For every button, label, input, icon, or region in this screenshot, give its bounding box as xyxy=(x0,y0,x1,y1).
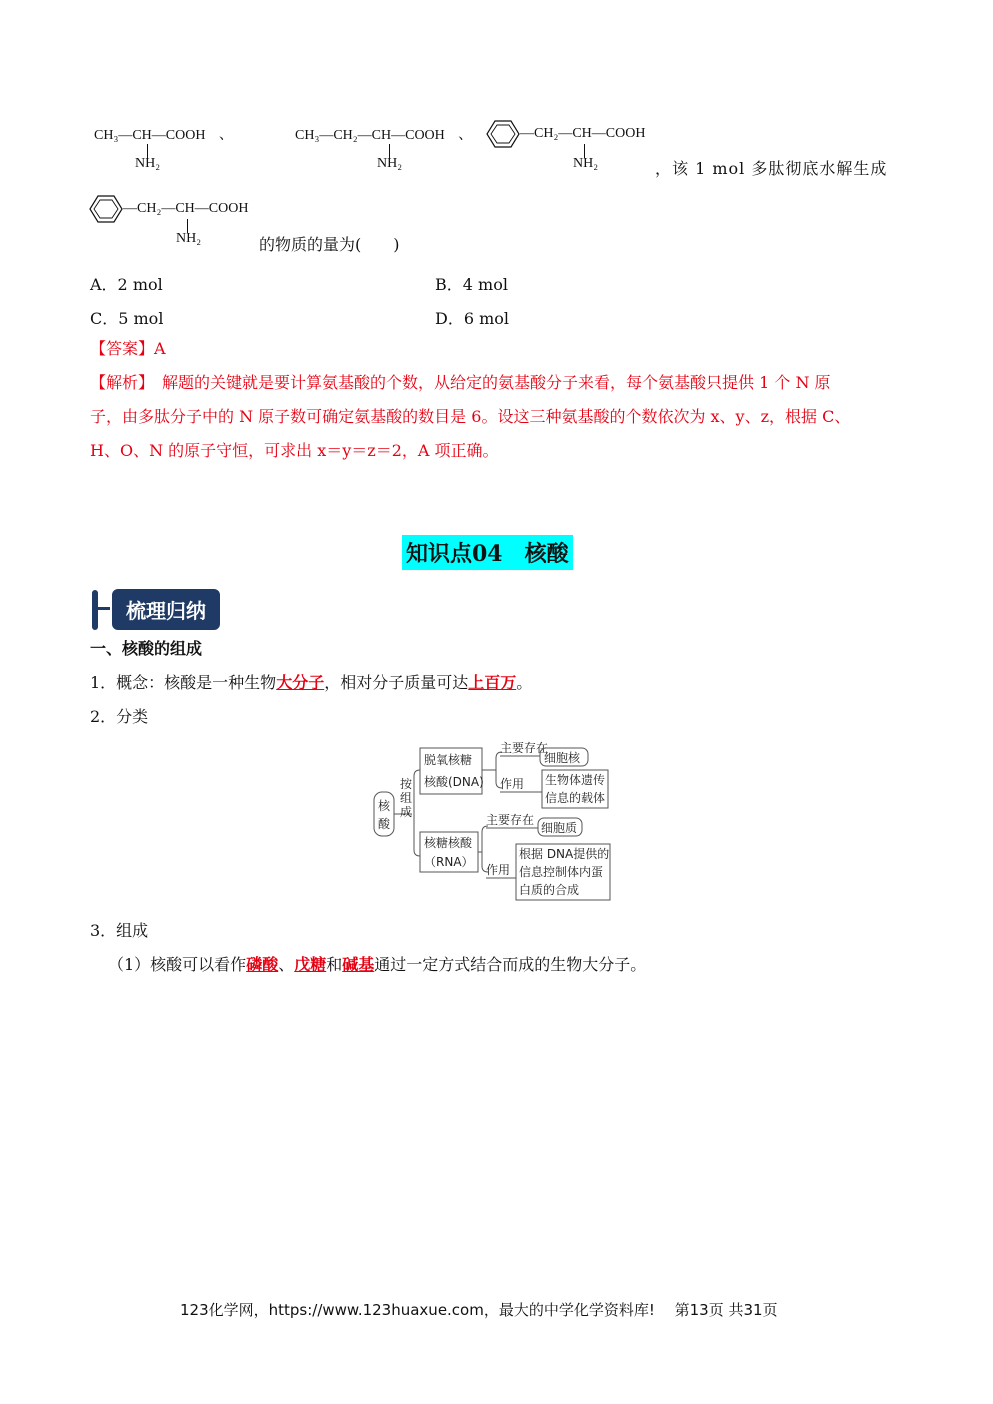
analysis-label: 【解析】 xyxy=(90,373,147,392)
section-badge: 梳理归纳 xyxy=(112,589,220,630)
page-footer: 123化学网，https://www.123huaxue.com，最大的中学化学资料库! 第13页 共31页 xyxy=(180,1301,778,1319)
item-concept xyxy=(90,666,532,700)
diagram-branch-1: 按 xyxy=(400,777,413,791)
option-c: C．5 mol xyxy=(90,309,164,328)
diagram-rna-role-3: 白质的合成 xyxy=(519,883,580,897)
question-line1: ，该 1 mol 多肽彻底水解生成 xyxy=(655,159,888,178)
diagram-rna-role-label: 作用 xyxy=(486,863,511,877)
structure-sub: NH₂ xyxy=(135,156,161,171)
separator: 、 xyxy=(218,128,233,143)
answer-line xyxy=(90,332,166,366)
structure-aminobutyric xyxy=(295,124,472,144)
item-composition: 3．组成 xyxy=(90,921,149,940)
structure-sub: NH₂ xyxy=(573,156,599,171)
nucleic-acid-classification-diagram xyxy=(370,740,615,904)
analysis-line2: 子，由多肽分子中的 N 原子数可确定氨基酸的数目是 6。设这三种氨基酸的个数依次为 x、y、z，根据 C、 xyxy=(90,407,851,426)
diagram-dna-1: 脱氧核糖 xyxy=(424,753,473,767)
option-a: A．2 mol xyxy=(90,275,163,294)
heading-composition: 一、核酸的组成 xyxy=(90,639,203,658)
analysis-line3: H、O、N 的原子守恒，可求出 x＝y＝z＝2，A 项正确。 xyxy=(90,441,499,460)
diagram-rna-exist-label: 主要存在 xyxy=(486,813,535,827)
item-classification: 2．分类 xyxy=(90,707,149,726)
item-concept-prefix: 1．概念：核酸是一种生物 xyxy=(90,673,277,692)
structure-phenylalanine-b: —CH₂—CH—COOH xyxy=(123,201,249,216)
badge-accent xyxy=(92,590,98,630)
structure-main: CH₃—CH—COOH xyxy=(94,128,206,143)
diagram-branch-3: 成 xyxy=(400,805,413,819)
diagram-rna-role-1: 根据 DNA提供的 xyxy=(519,847,610,861)
item-concept-end: 。 xyxy=(516,673,533,692)
diagram-dna-exist-value: 细胞核 xyxy=(544,751,581,765)
blank-pentose: 戊糖 xyxy=(294,955,327,974)
item-composition-1 xyxy=(108,948,646,982)
question-line2: 的物质的量为( ) xyxy=(259,235,400,254)
blank-phosphate: 磷酸 xyxy=(246,955,279,974)
diagram-root-2: 酸 xyxy=(378,817,391,831)
blank-macromolecule: 大分子 xyxy=(276,673,325,692)
diagram-rna-exist-value: 细胞质 xyxy=(541,821,578,835)
diagram-dna-2: 核酸(DNA) xyxy=(424,775,484,789)
option-d: D．6 mol xyxy=(435,309,510,328)
diagram-rna-2: （RNA） xyxy=(424,855,474,869)
structure-sub: NH₂ xyxy=(377,156,403,171)
answer-label: 【答案】 xyxy=(90,339,155,358)
separator: 、 xyxy=(278,955,295,974)
structure-main: CH₃—CH₂—CH—COOH xyxy=(295,128,445,143)
diagram-dna-role-1: 生物体遗传 xyxy=(545,773,606,787)
analysis-text: 解题的关键就是要计算氨基酸的个数，从给定的氨基酸分子来看，每个氨基酸只提供 1 个 N 原 xyxy=(146,373,831,392)
structure-alanine xyxy=(94,124,233,144)
badge-connector xyxy=(96,607,110,610)
analysis-line1 xyxy=(90,366,831,400)
blank-million: 上百万 xyxy=(468,673,517,692)
option-b: B．4 mol xyxy=(435,275,508,294)
benzene-ring-icon xyxy=(89,194,123,224)
answer-value: A xyxy=(154,339,166,358)
separator: 和 xyxy=(326,955,343,974)
diagram-dna-role-2: 信息的载体 xyxy=(545,791,606,805)
item-composition-prefix: （1）核酸可以看作 xyxy=(108,955,247,974)
separator: 、 xyxy=(458,128,473,143)
blank-base: 碱基 xyxy=(342,955,375,974)
diagram-dna-role-label: 作用 xyxy=(500,777,525,791)
diagram-branch-2: 组 xyxy=(400,791,413,805)
diagram-rna-1: 核糖核酸 xyxy=(424,836,473,850)
diagram-rna-role-2: 信息控制体内蛋 xyxy=(519,865,604,879)
structure-sub: NH₂ xyxy=(176,231,202,246)
diagram-dna-exist-label: 主要存在 xyxy=(500,741,549,755)
section-title: 知识点04 核酸 xyxy=(402,535,573,570)
item-concept-mid: ，相对分子质量可达 xyxy=(324,673,469,692)
item-composition-end: 通过一定方式结合而成的生物大分子。 xyxy=(374,955,647,974)
benzene-ring-icon xyxy=(486,119,520,149)
diagram-root-1: 核 xyxy=(378,799,391,813)
structure-phenylalanine-a: —CH₂—CH—COOH xyxy=(520,126,646,141)
